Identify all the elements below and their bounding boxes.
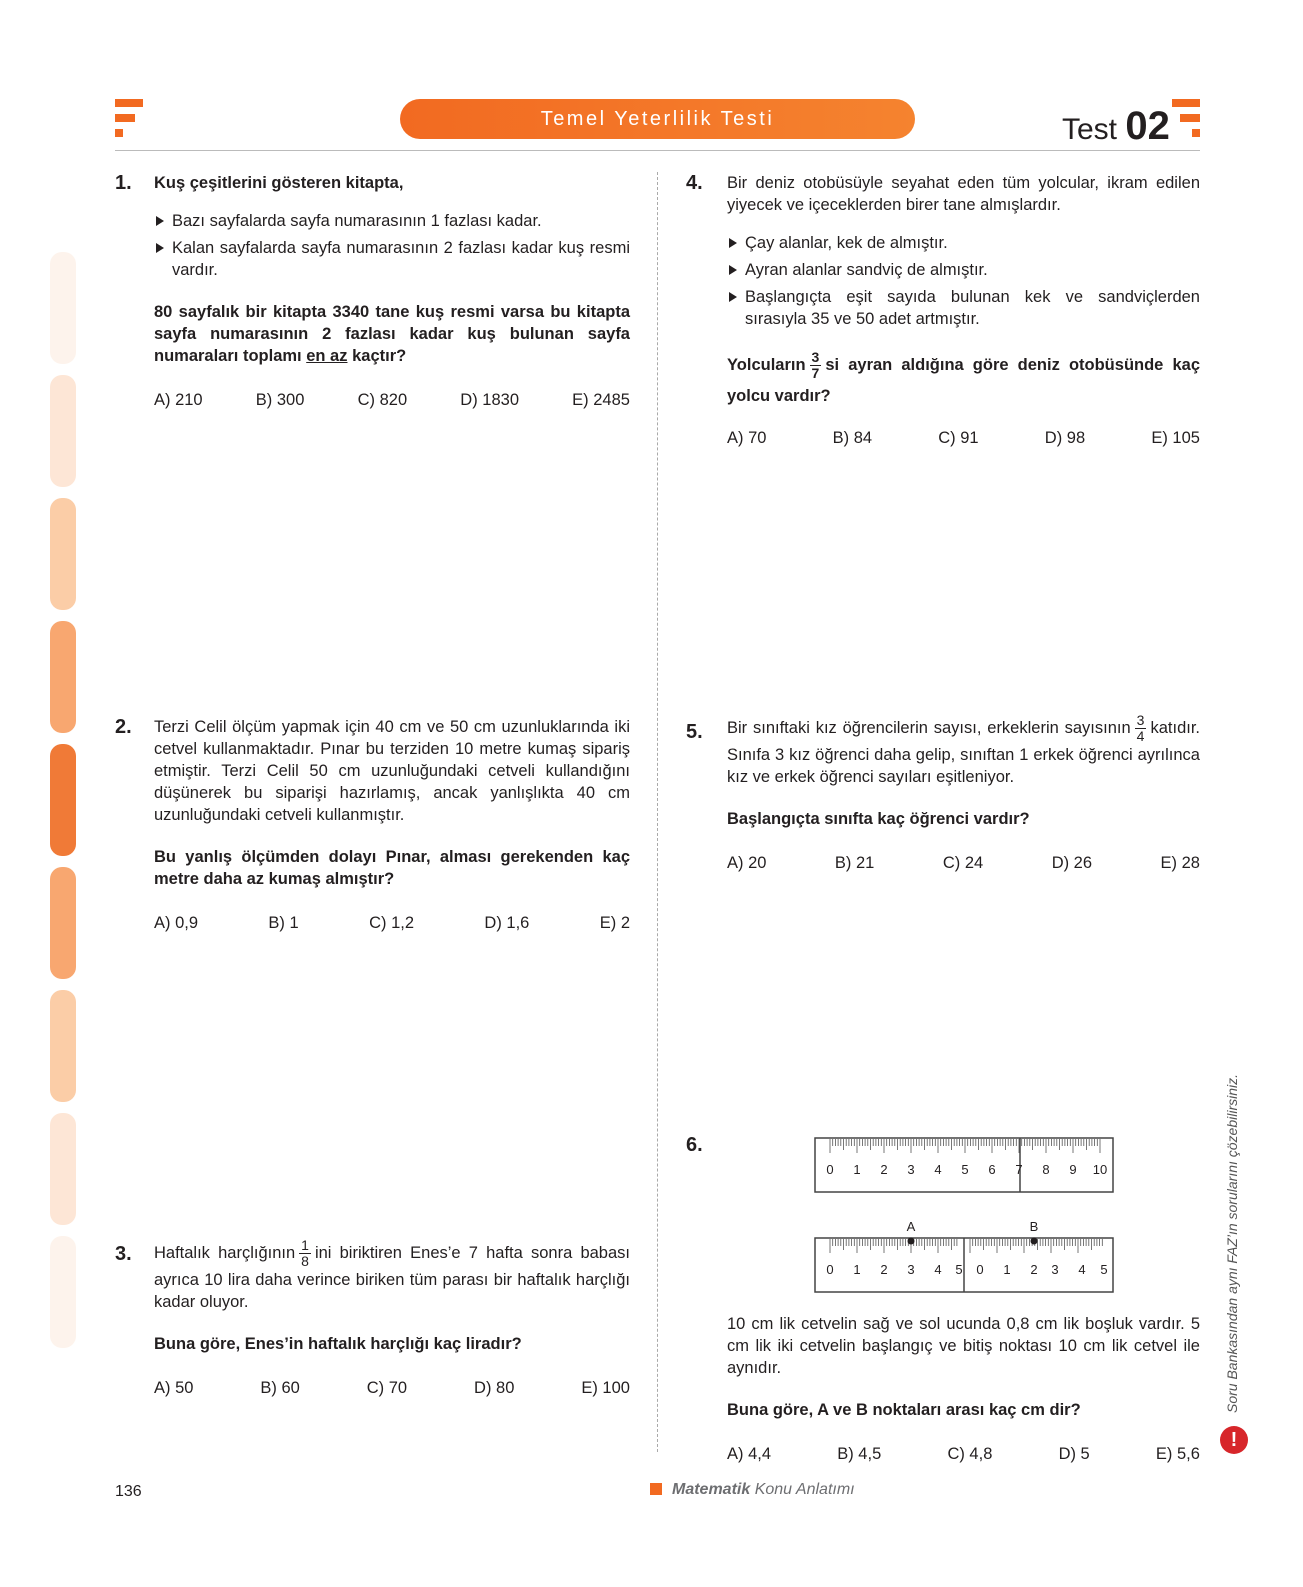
option-d[interactable]: D) 80 [474, 1379, 515, 1397]
footer-subject-bold: Matematik [672, 1481, 751, 1498]
point-b-marker [1031, 1238, 1038, 1245]
point-a-marker [908, 1238, 915, 1245]
fraction-1-8: $\frac{1}{8}$ [301, 1237, 309, 1269]
option-c[interactable]: C) 70 [366, 1379, 408, 1397]
question-4-bullet-1: Çay alanlar, kek de almıştır. [727, 232, 1200, 254]
tick-label: 1 [853, 1262, 861, 1277]
question-6-stem: Buna göre, A ve B noktaları arası kaç cm dir? [727, 1401, 1081, 1419]
question-6-number: 6. [686, 1134, 703, 1156]
question-1-bullet-1: Bazı sayfalarda sayfa numarasının 1 fazlası kadar. [154, 210, 630, 232]
option-a[interactable]: A) 4,4 [727, 1445, 772, 1463]
option-a[interactable]: A) 50 [154, 1379, 194, 1397]
page-number: 136 [115, 1483, 142, 1500]
tick-label: 5 [955, 1262, 963, 1277]
question-3-stem: Buna göre, Enes’in haftalık harçlığı kaç liradır? [154, 1335, 522, 1353]
question-3 [154, 1238, 630, 1399]
tick-label: 2 [1030, 1262, 1038, 1277]
tick-label: 0 [826, 1162, 834, 1177]
tick-label: 3 [1051, 1262, 1059, 1277]
question-3-options [154, 1377, 630, 1399]
option-e[interactable]: E) 28 [1160, 854, 1200, 872]
question-6-options [727, 1443, 1200, 1465]
question-5-options [727, 852, 1200, 874]
tick-label: 3 [907, 1162, 915, 1177]
option-c[interactable]: C) 820 [357, 391, 408, 409]
option-b[interactable]: B) 21 [834, 854, 875, 872]
side-note: Soru Bankasından aynı FAZ’ın sorularını çözebilirsiniz. [1224, 1073, 1240, 1413]
column-separator [657, 172, 658, 1452]
question-1-bullets [154, 210, 630, 281]
tick-label: 1 [1003, 1262, 1011, 1277]
question-4 [727, 172, 1200, 449]
tick-label: 1 [853, 1162, 861, 1177]
question-2-text: Terzi Celil ölçüm yapmak için 40 cm ve 50 cm uzunluklarında iki cetvel kullanmaktadır. Pınar bu terziden 10 metre kumaş sipariş etmiştir. Terzi Celil 50 cm uzunluğundaki cetveli kullandığını düşünerek bu siparişi hazırlamış, ancak yanlışlıkta 40 cm uzunluğundaki cetveli kullanmıştır. [154, 718, 630, 824]
option-b[interactable]: B) 4,5 [837, 1445, 882, 1463]
option-e[interactable]: E) 2 [599, 914, 630, 932]
question-1 [154, 172, 630, 411]
test-number: 02 [1125, 104, 1170, 148]
tick-label: 4 [934, 1162, 942, 1177]
option-d[interactable]: D) 1830 [460, 391, 519, 409]
tick-label: 2 [880, 1262, 888, 1277]
question-3-number: 3. [115, 1243, 132, 1265]
question-4-bullet-2: Ayran alanlar sandviç de almıştır. [727, 259, 1200, 281]
question-1-intro: Kuş çeşitlerini gösteren kitapta, [154, 174, 404, 192]
option-d[interactable]: D) 98 [1044, 429, 1086, 448]
test-label [1062, 104, 1170, 149]
question-5-stem: Başlangıçta sınıfta kaç öğrenci vardır? [727, 810, 1030, 828]
option-d[interactable]: D) 26 [1051, 854, 1093, 872]
header-title: Temel Yeterlilik Testi [400, 99, 915, 139]
question-1-stem: 80 sayfalık bir kitapta 3340 tane kuş resmi varsa bu kitapta sayfa numarasının 2 fazlası kadar kuş bulunan sayfa numaraları toplamı en az kaçtır? [154, 303, 630, 365]
question-2-number: 2. [115, 716, 132, 738]
option-a[interactable]: A) 0,9 [154, 914, 199, 932]
question-2-stem: Bu yanlış ölçümden dolayı Pınar, alması gerekenden kaç metre daha az kumaş almıştır? [154, 848, 630, 888]
tick-label: 4 [1078, 1262, 1086, 1277]
option-b[interactable]: B) 300 [255, 391, 305, 409]
question-4-number: 4. [686, 172, 703, 194]
question-4-bullet-3: Başlangıçta eşit sayıda bulunan kek ve sandviçlerden sırasıyla 35 ve 50 adet artmıştır. [727, 286, 1200, 330]
tick-label: 8 [1042, 1162, 1050, 1177]
option-c[interactable]: C) 24 [942, 854, 984, 872]
tick-label: 9 [1069, 1162, 1077, 1177]
question-4-stem: Yolcuların $\frac{3}{7}$ si ayran aldığına göre deniz otobüsünde kaç yolcu vardır? [727, 349, 1200, 406]
option-e[interactable]: E) 100 [581, 1379, 630, 1397]
tick-label: 6 [988, 1162, 996, 1177]
question-4-options [727, 427, 1200, 449]
tick-label: 5 [961, 1162, 969, 1177]
option-e[interactable]: E) 5,6 [1155, 1445, 1200, 1463]
fraction-3-4: $\frac{3}{4}$ [1136, 712, 1145, 744]
option-d[interactable]: D) 1,6 [484, 914, 530, 932]
question-3-text: Haftalık harçlığının $\frac{1}{8}$ ini biriktiren Enes’e 7 hafta sonra babası ayrıca 10 lira daha verince biriken tüm parası bir haftalık harçlığı kadar oluyor. [154, 1237, 630, 1311]
option-e[interactable]: E) 2485 [572, 391, 630, 409]
option-e[interactable]: E) 105 [1151, 429, 1200, 448]
option-b[interactable]: B) 84 [832, 429, 873, 448]
option-a[interactable]: A) 70 [727, 429, 767, 448]
option-b[interactable]: B) 1 [268, 914, 299, 932]
question-1-number: 1. [115, 172, 132, 194]
tick-label: 0 [826, 1262, 834, 1277]
question-5-text: Bir sınıftaki kız öğrencilerin sayısı, erkeklerin sayısının $\frac{3}{4}$ katıdır. Sınıfa 3 kız öğrenci daha gelip, sınıftan 1 erkek öğrenci ayrılınca kız ve erkek öğrenci sayıları eşitleniyor. [727, 712, 1200, 786]
rulers-figure [814, 1130, 1116, 1300]
square-icon [650, 1483, 662, 1495]
option-a[interactable]: A) 210 [154, 391, 203, 409]
option-c[interactable]: C) 1,2 [369, 914, 415, 932]
rulers-5cm [815, 1238, 1113, 1292]
option-c[interactable]: C) 91 [938, 429, 979, 448]
question-5-number: 5. [686, 721, 703, 743]
test-word: Test [1062, 113, 1118, 146]
footer-subject [650, 1481, 855, 1499]
header-rule [115, 150, 1200, 151]
option-d[interactable]: D) 5 [1058, 1445, 1090, 1463]
question-4-bullets [727, 232, 1200, 330]
question-2 [154, 716, 630, 934]
warning-icon: ! [1220, 1426, 1248, 1454]
fraction-3-7: $\frac{3}{7}$ [811, 349, 820, 382]
ruler-10cm [815, 1138, 1113, 1192]
option-b[interactable]: B) 60 [260, 1379, 300, 1397]
tick-label: 4 [934, 1262, 942, 1277]
question-6 [727, 1313, 1200, 1465]
tick-label: 2 [880, 1162, 888, 1177]
question-1-options [154, 389, 630, 411]
tick-label: 7 [1015, 1162, 1023, 1177]
question-2-options [154, 912, 630, 934]
point-a-label: A [906, 1219, 916, 1234]
question-4-intro: Bir deniz otobüsüyle seyahat eden tüm yolcular, ikram edilen yiyecek ve içeceklerden birer tane almışlardır. [727, 174, 1200, 214]
tick-label: 0 [976, 1262, 984, 1277]
tick-label: 5 [1100, 1262, 1108, 1277]
question-6-text: 10 cm lik cetvelin sağ ve sol ucunda 0,8 cm lik boşluk vardır. 5 cm lik iki cetvelin başlangıç ve bitiş noktası 10 cm lik cetvel ile aynıdır. [727, 1315, 1200, 1377]
option-c[interactable]: C) 4,8 [947, 1445, 993, 1463]
option-a[interactable]: A) 20 [727, 854, 767, 872]
question-5 [727, 713, 1200, 874]
tick-label: 3 [907, 1262, 915, 1277]
point-b-label: B [1029, 1219, 1039, 1234]
question-1-bullet-2: Kalan sayfalarda sayfa numarasının 2 fazlası kadar kuş resmi vardır. [154, 237, 630, 281]
tick-label: 10 [1092, 1162, 1108, 1177]
footer-subject-rest: Konu Anlatımı [754, 1481, 855, 1498]
